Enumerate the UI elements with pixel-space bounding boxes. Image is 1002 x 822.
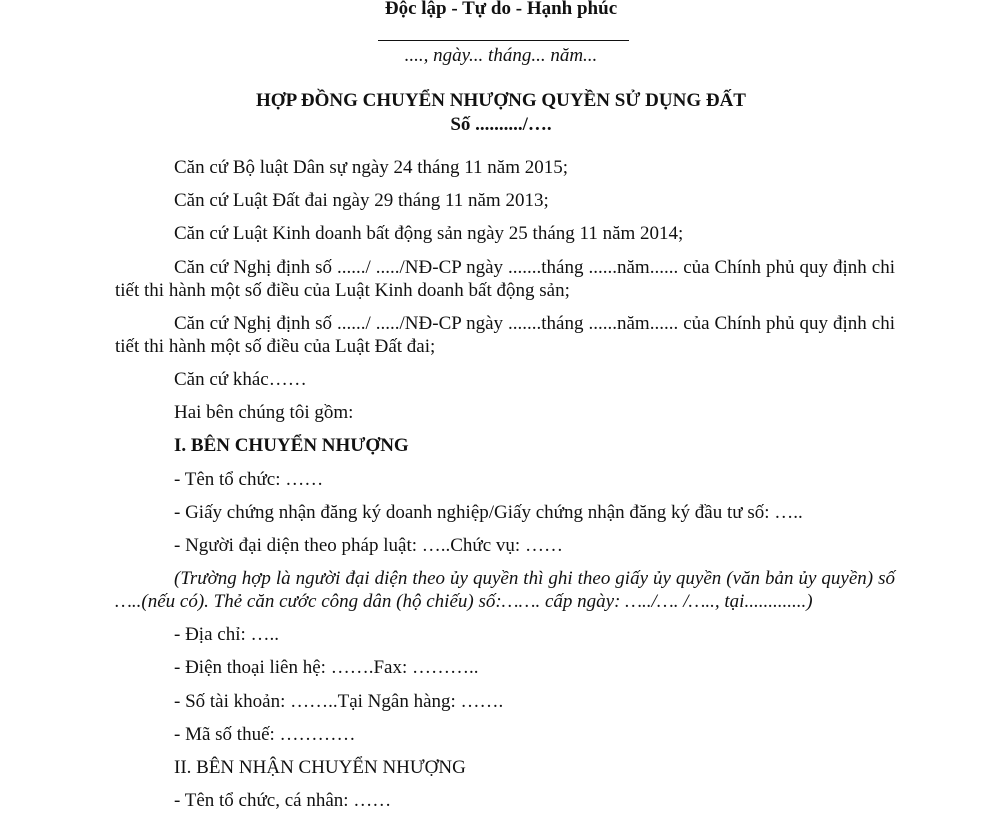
transferor-phone-fax: - Điện thoại liên hệ: …….Fax: ……….. — [174, 657, 479, 679]
motto-underline — [378, 40, 629, 41]
transferor-tax-code: - Mã số thuế: ………… — [174, 723, 356, 745]
legal-basis-other: Căn cứ khác…… — [174, 368, 307, 390]
contract-body — [115, 156, 895, 822]
transferor-legal-representative: - Người đại diện theo pháp luật: …..Chức vụ: …… — [174, 534, 563, 556]
legal-basis-decree-real-estate: Căn cứ Nghị định số ....../ ...../NĐ-CP ngày .......tháng ......năm...... của Chính phủ quy định chi tiết thi hành một số điều của Luật Kinh doanh bất động sản; — [115, 256, 895, 301]
contract-number: Số ........../…. — [450, 114, 552, 135]
date-line: ...., ngày... tháng... năm... — [404, 45, 598, 66]
national-motto: Độc lập - Tự do - Hạnh phúc — [384, 0, 618, 19]
transferor-business-certificate: - Giấy chứng nhận đăng ký doanh nghiệp/Giấy chứng nhận đăng ký đầu tư số: ….. — [174, 501, 803, 523]
transferor-organization-name: - Tên tổ chức: …… — [174, 468, 324, 490]
section-heading-transferor: I. BÊN CHUYỂN NHƯỢNG — [174, 435, 409, 457]
legal-basis-real-estate-law: Căn cứ Luật Kinh doanh bất động sản ngày 25 tháng 11 năm 2014; — [174, 223, 684, 245]
contract-title: HỢP ĐỒNG CHUYỂN NHƯỢNG QUYỀN SỬ DỤNG ĐẤT — [256, 90, 746, 111]
legal-basis-civil-code: Căn cứ Bộ luật Dân sự ngày 24 tháng 11 năm 2015; — [174, 157, 569, 178]
transferor-address: - Địa chỉ: ….. — [174, 624, 280, 646]
transferee-organization-name: - Tên tổ chức, cá nhân: …… — [174, 790, 392, 812]
legal-basis-decree-land: Căn cứ Nghị định số ....../ ...../NĐ-CP ngày .......tháng ......năm...... của Chính phủ quy định chi tiết thi hành một số điều của Luật Đất đai; — [115, 312, 895, 357]
legal-basis-land-law: Căn cứ Luật Đất đai ngày 29 tháng 11 năm 2013; — [174, 190, 549, 212]
section-heading-transferee: II. BÊN NHẬN CHUYỂN NHƯỢNG — [174, 757, 466, 778]
transferor-bank-account: - Số tài khoản: ……..Tại Ngân hàng: ……. — [174, 690, 504, 712]
transferor-authorization-note: (Trường hợp là người đại diện theo ủy quyền thì ghi theo giấy ủy quyền (văn bản ủy quyền) số …..(nếu có). Thẻ căn cước công dân (hộ chiếu) số:……. cấp ngày: …../…. /….., tại.............) — [115, 568, 895, 613]
parties-intro: Hai bên chúng tôi gồm: — [174, 402, 354, 424]
